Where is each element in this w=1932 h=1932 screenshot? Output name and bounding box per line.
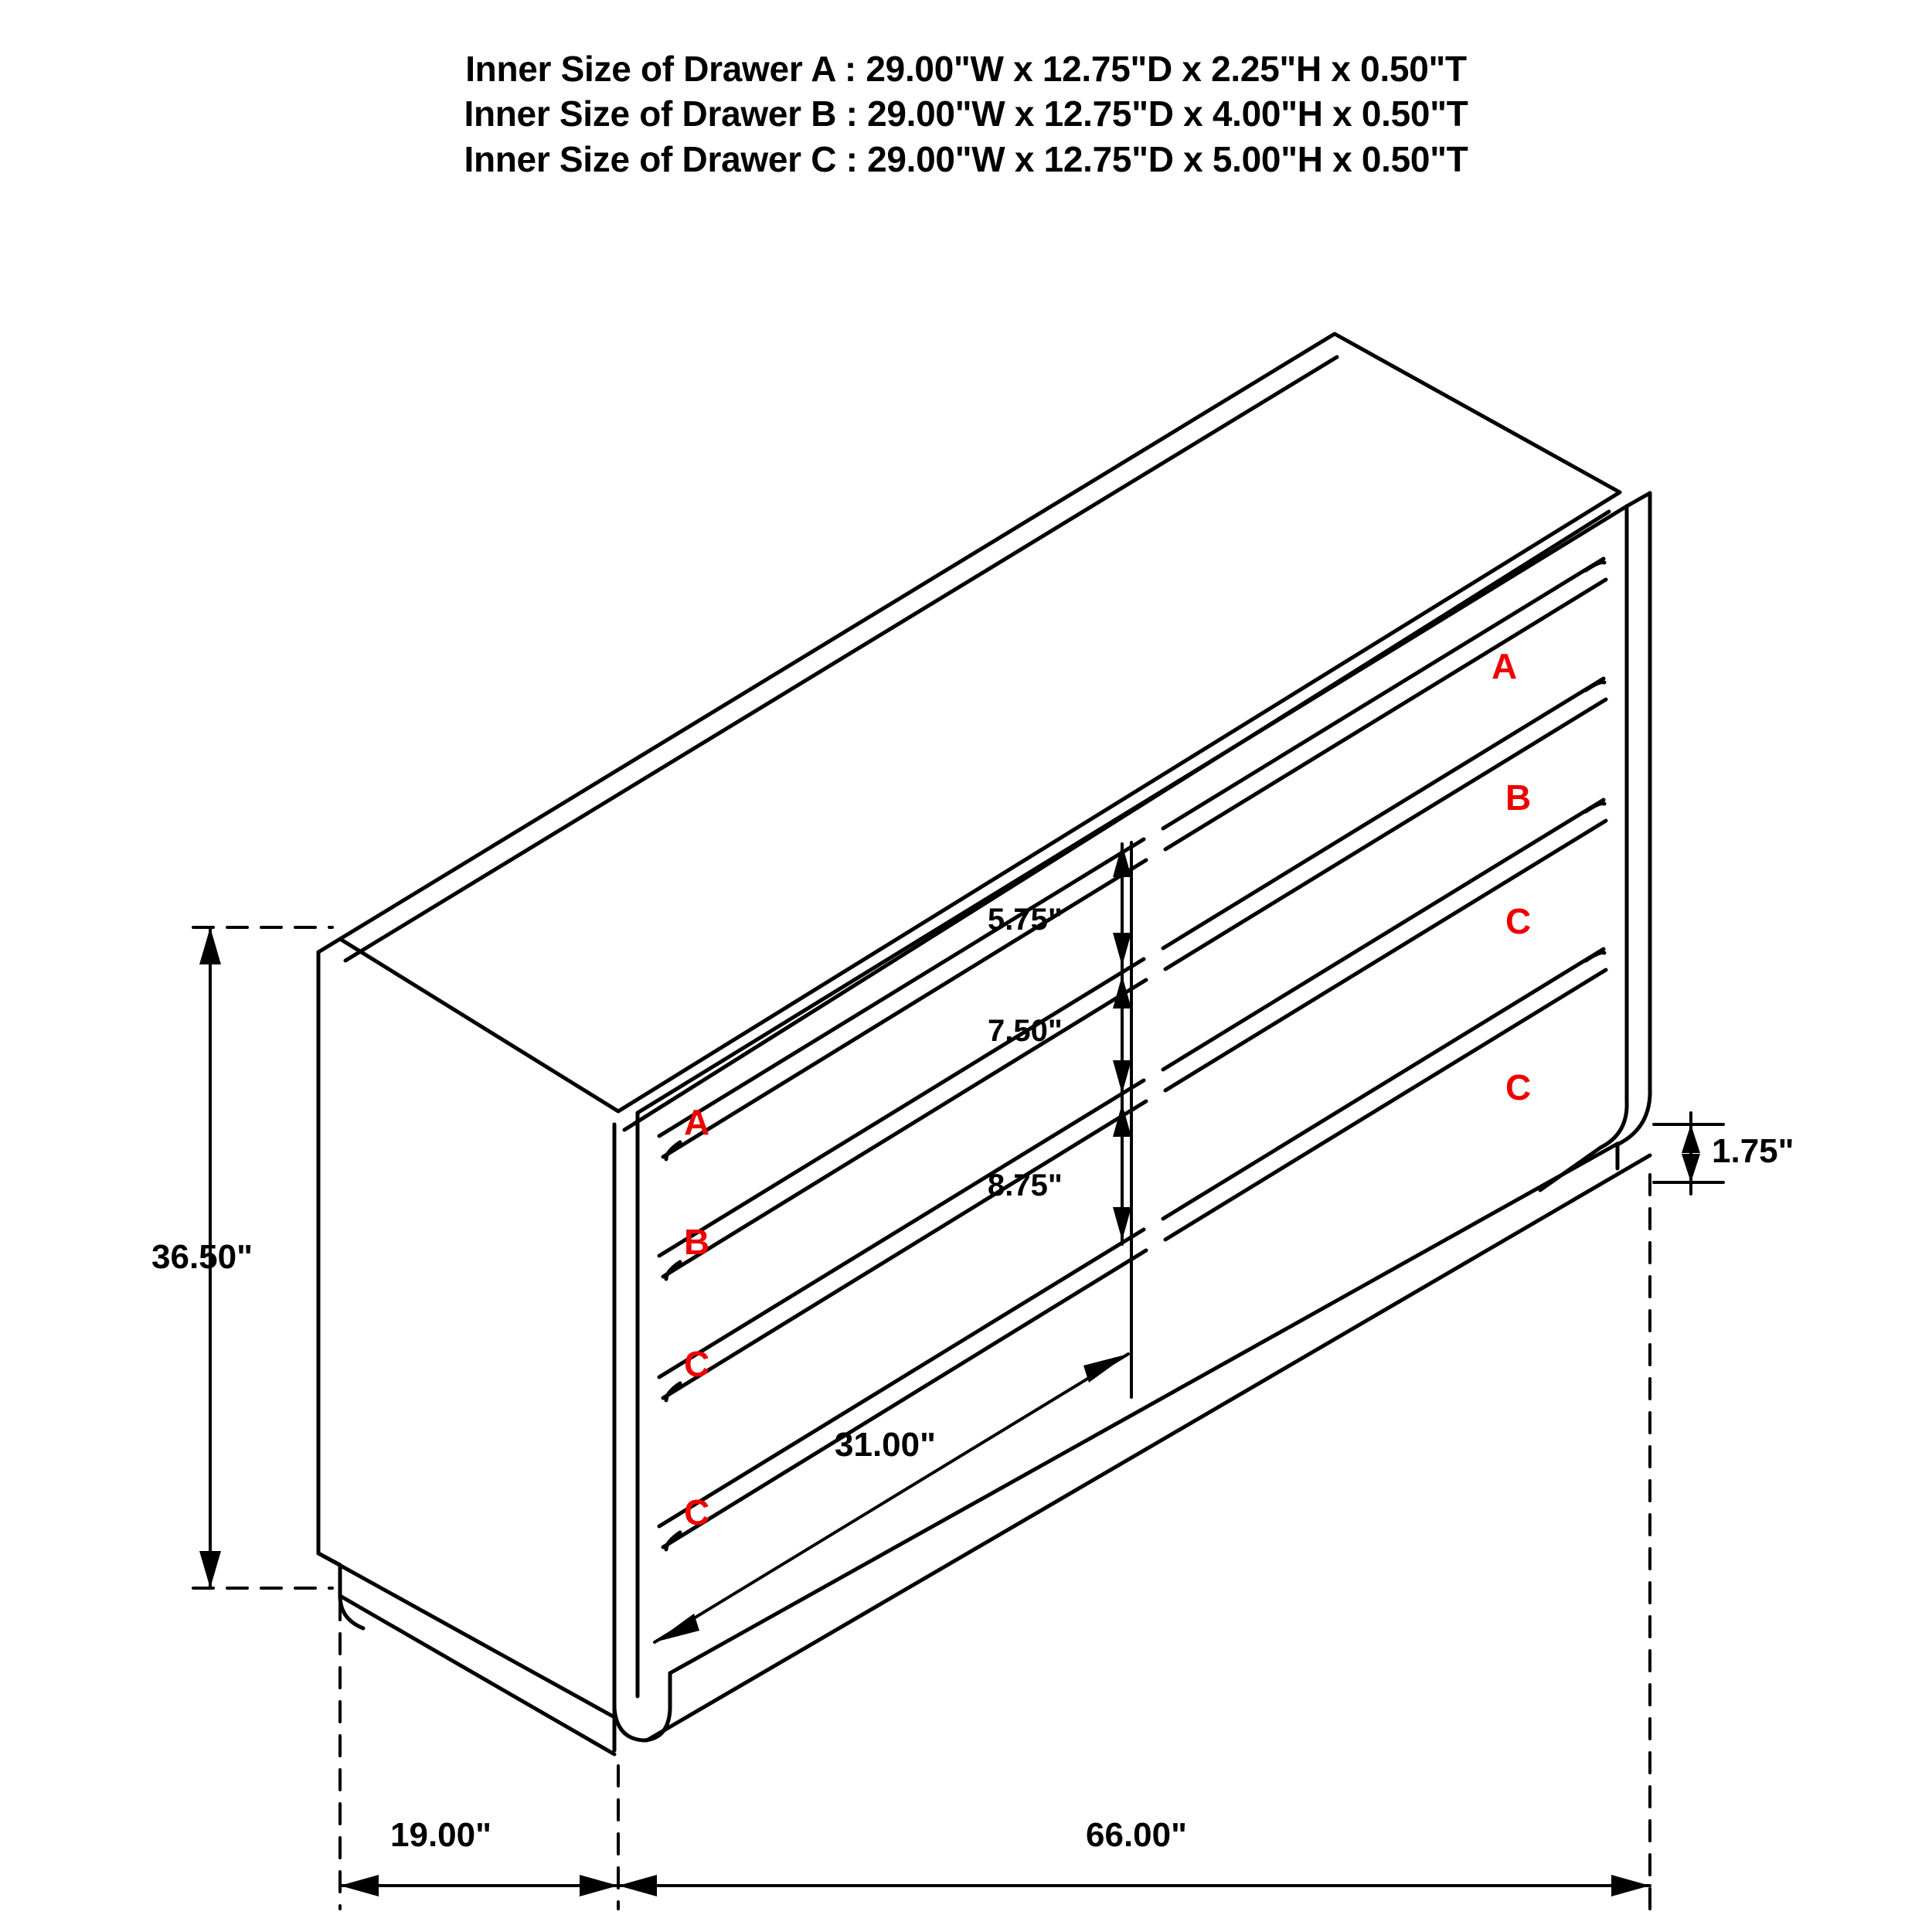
drawer-seam-left-4-lower [663,1250,1146,1547]
cabinet-top-edge-line [345,357,1337,961]
dim-text-width: 66.00" [1086,1816,1187,1854]
header-note-line-c: Inner Size of Drawer C : 29.00"W x 12.75"D x 5.00"H x 0.50"T [464,138,1468,179]
arrow-height-top [199,927,221,964]
drawer-seam-left-2-lower [663,980,1146,1277]
drawer-seam-right-2-upper [1163,679,1604,948]
drawer-label-left-c1: C [684,1344,710,1384]
cabinet-left-side [318,952,614,1717]
arrow-front-a-bottom [1113,933,1131,966]
drawer-seam-right-2-lower [1165,699,1606,969]
plinth-front-bottom-line [647,1155,1650,1740]
arrow-width-left [618,1875,657,1896]
drawer-seam-right-4-upper [1163,949,1604,1219]
drawer-pull-right-4 [1586,953,1604,961]
drawer-label-right-a: A [1492,646,1518,686]
dim-text-drawer-width: 31.00" [835,1426,936,1464]
cabinet-front-bottom-line [670,1144,1617,1673]
cabinet-top [340,334,1620,1111]
arrow-depth-left [340,1875,379,1896]
drawer-pull-right-1 [1586,563,1604,570]
dim-text-front-b: 7.50" [988,1014,1063,1048]
drawer-seam-left-2-upper [659,959,1144,1256]
drawer-seam-right-3-upper [1163,800,1604,1070]
dim-text-depth: 19.00" [390,1816,492,1854]
drawer-seam-left-1-lower [663,860,1146,1157]
header-note-line-a: Inner Size of Drawer A : 29.00"W x 12.75"D x 2.25"H x 0.50"T [465,49,1467,89]
drawer-seam-right-3-lower [1165,821,1606,1090]
dim-text-front-c: 8.75" [988,1168,1063,1202]
drawer-label-left-c2: C [684,1492,710,1532]
drawer-seam-right-1-lower [1165,580,1606,849]
header-note-line-b: Inner Size of Drawer B : 29.00"W x 12.75"D x 4.00"H x 0.50"T [464,94,1468,134]
arrow-plinth-top [1682,1124,1700,1153]
drawer-seam-left-4-upper [659,1230,1144,1526]
drawer-seam-left-1-upper [659,839,1144,1136]
dim-text-plinth-height: 1.75" [1712,1132,1794,1170]
drawer-seam-left-3-upper [659,1080,1144,1377]
cabinet-left-top-corner [318,939,340,952]
dim-text-overall-height: 36.50" [151,1238,253,1276]
arrow-width-right [1611,1875,1650,1896]
cabinet-right-top-corner [1627,493,1650,506]
arrow-drawer-width-left [655,1614,699,1642]
drawer-pull-right-2 [1586,682,1604,690]
drawer-pull-right-3 [1586,804,1604,811]
arrow-height-bottom [199,1551,221,1588]
drawer-label-right-c2: C [1505,1067,1532,1107]
dim-text-front-a: 5.75" [988,903,1063,937]
arrow-depth-right [580,1875,618,1896]
drawer-label-left-b: B [684,1222,710,1262]
drawer-label-right-c1: C [1505,901,1532,941]
arrow-drawer-width-right [1083,1354,1128,1383]
drawer-label-right-b: B [1505,777,1532,818]
drawer-seam-right-1-upper [1163,559,1604,828]
drawer-seam-right-4-lower [1165,970,1606,1240]
arrow-plinth-bottom [1682,1154,1700,1182]
arrow-front-c-bottom [1113,1207,1131,1240]
drawer-label-left-a: A [684,1102,710,1142]
plinth-left-side [318,1553,614,1754]
drawer-seam-left-3-lower [663,1101,1146,1398]
cabinet-right-outer-bottom-radius [1619,1088,1650,1144]
